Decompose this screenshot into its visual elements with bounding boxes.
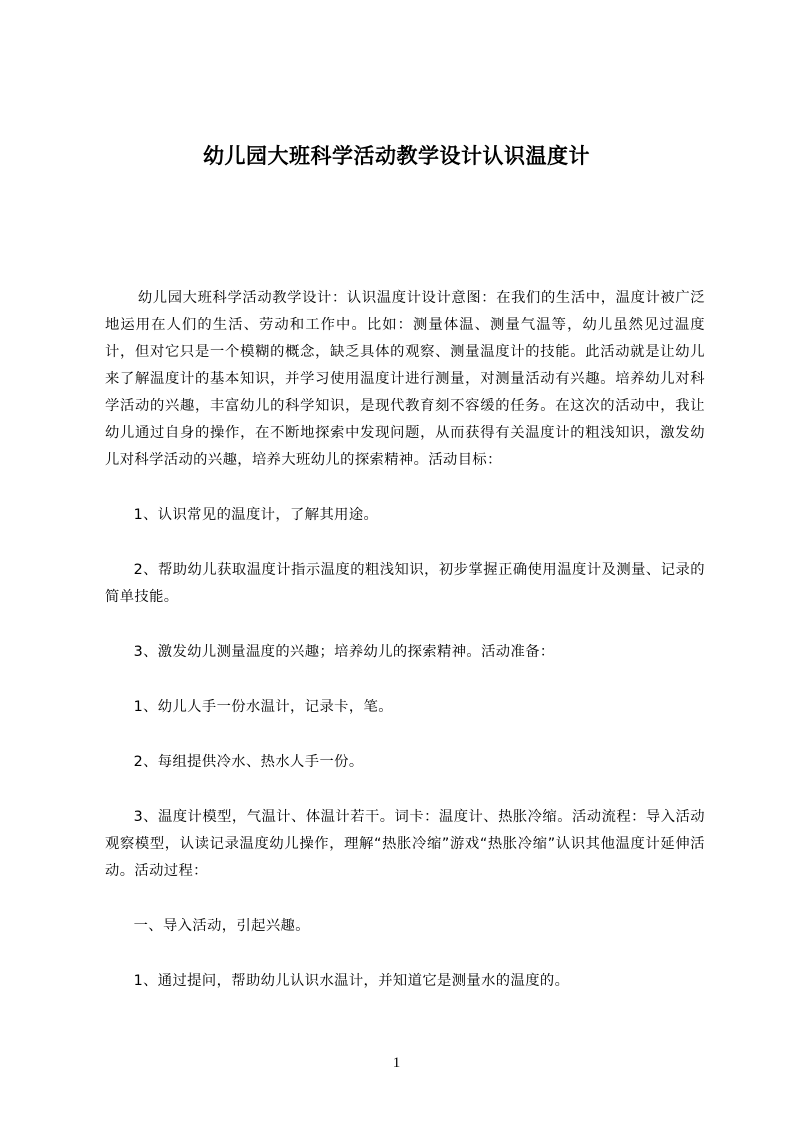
document-body [105, 285, 705, 995]
paragraph-prep-2: 2、每组提供冷水、热水人手一份。 [133, 754, 364, 770]
paragraph-goal-1: 1、认识常见的温度计，了解其用途。 [133, 507, 379, 523]
paragraph-goal-2: 2、帮助幼儿获取温度计指示温度的粗浅知识，初步掌握正确使用温度计及测量、记录的简单技能。 [105, 562, 705, 605]
paragraph-prep-1: 1、幼儿人手一份水温计，记录卡，笔。 [133, 699, 393, 715]
paragraph-goal-3: 3、激发幼儿测量温度的兴趣；培养幼儿的探索精神。活动准备： [133, 644, 555, 660]
document-title: 幼儿园大班科学活动教学设计认识温度计 [203, 144, 590, 168]
paragraph-design-intent: 幼儿园大班科学活动教学设计：认识温度计设计意图：在我们的生活中，温度计被广泛地运用在人们的生活、劳动和工作中。比如：测量体温、测量气温等，幼儿虽然见过温度计，但对它只是一个模糊的概念，缺乏具体的观察、测量温度计的技能。此活动就是让幼儿来了解温度计的基本知识，并学习使用温度计进行测量，对测量活动有兴趣。培养幼儿对科学活动的兴趣，丰富幼儿的科学知识，是现代教育刻不容缓的任务。在这次的活动中，我让幼儿通过自身的操作，在不断地探索中发现问题，从而获得有关温度计的粗浅知识，激发幼儿对科学活动的兴趣，培养大班幼儿的探索精神。活动目标： [105, 290, 705, 468]
paragraph-process-heading: 一、导入活动，引起兴趣。 [133, 918, 310, 934]
paragraph-prep-3: 3、温度计模型，气温计、体温计若干。词卡：温度计、热胀冷缩。活动流程：导入活动观察模型，认读记录温度幼儿操作，理解“热胀冷缩”游戏“热胀冷缩”认识其他温度计延伸活动。活动过程： [105, 809, 705, 879]
page-number: 1 [392, 1055, 401, 1071]
paragraph-process-1: 1、通过提问，帮助幼儿认识水温计，并知道它是测量水的温度的。 [133, 973, 570, 989]
